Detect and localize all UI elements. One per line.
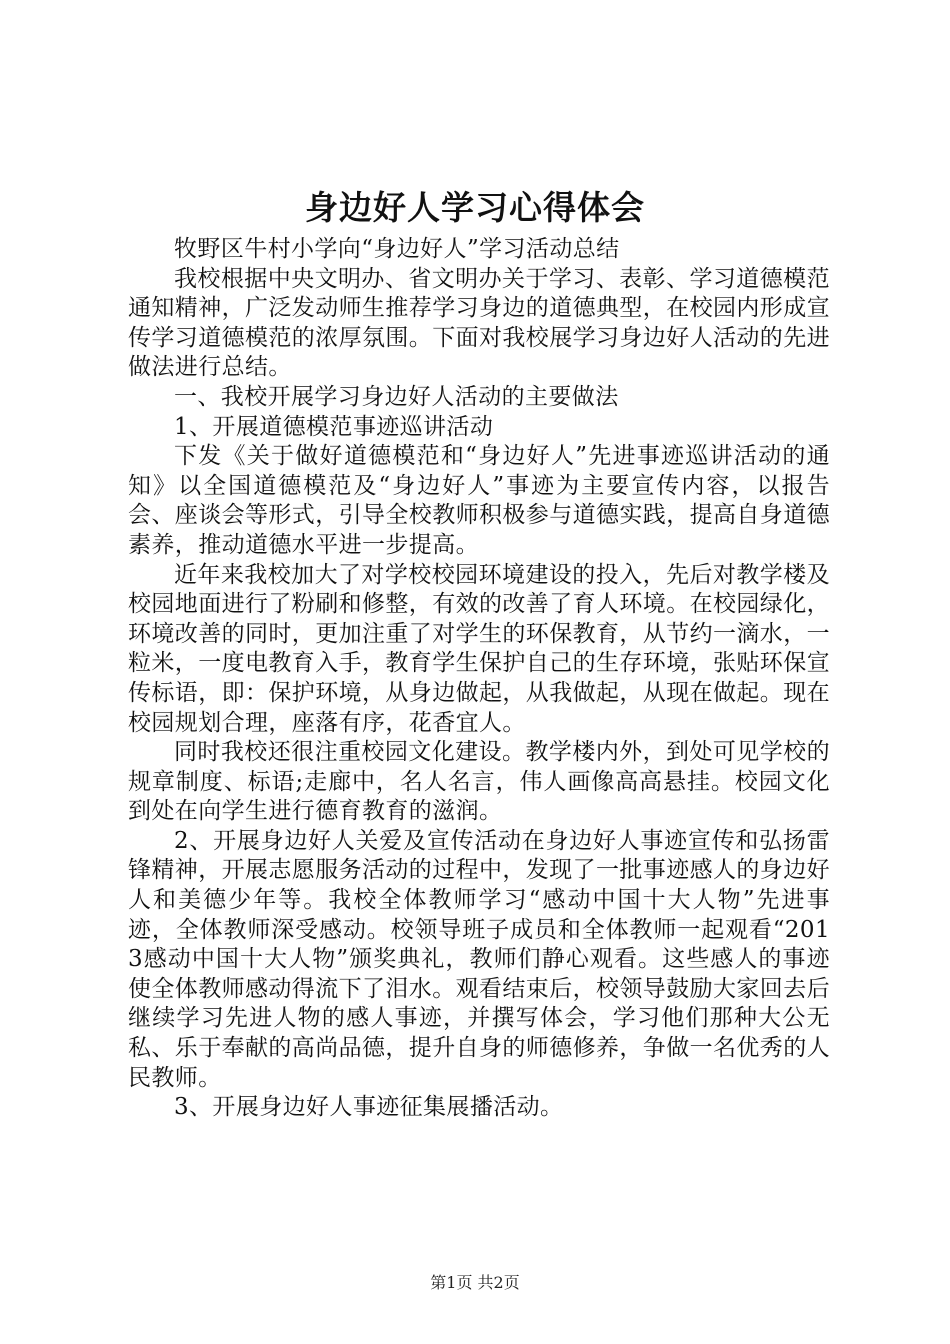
document-title: 身边好人学习心得体会 bbox=[305, 188, 645, 227]
subsection-heading-3: 3、开展身边好人事迹征集展播活动。 bbox=[174, 1094, 564, 1121]
subsection-paragraph-2: 2、开展身边好人关爱及宣传活动在身边好人事迹宣传和弘扬雷锋精神，开展志愿服务活动的过程中，发现了一批事迹感人的身边好人和美德少年等。我校全体教师学习“感动中国十大人物”先进事迹，全体教师深受感动。校领导班子成员和全体教师一起观看“2013感动中国十大人物”颁奖典礼，教师们静心观看。这些感人的事迹使全体教师感动得流下了泪水。观看结束后，校领导鼓励大家回去后继续学习先进人物的感人事迹，并撰写体会，学习他们那种大公无私、乐于奉献的高尚品德，提升自身的师德修养，争做一名优秀的人民教师。 bbox=[128, 827, 830, 1091]
paragraph: 同时我校还很注重校园文化建设。教学楼内外，到处可见学校的规章制度、标语;走廊中，名人名言，伟人画像高高悬挂。校园文化到处在向学生进行德育教育的滋润。 bbox=[128, 739, 830, 825]
section-heading-1: 一、我校开展学习身边好人活动的主要做法 bbox=[174, 383, 619, 410]
paragraph-subtitle: 牧野区牛村小学向“身边好人”学习活动总结 bbox=[174, 236, 620, 262]
document-body bbox=[128, 235, 830, 1123]
paragraph-intro: 我校根据中央文明办、省文明办关于学习、表彰、学习道德模范通知精神，广泛发动师生推荐学习身边的道德典型，在校园内形成宣传学习道德模范的浓厚氛围。下面对我校展学习身边好人活动的先进做法进行总结。 bbox=[128, 265, 830, 381]
subsection-heading-1: 1、开展道德模范事迹巡讲活动 bbox=[174, 413, 494, 440]
paragraph: 近年来我校加大了对学校校园环境建设的投入，先后对教学楼及校园地面进行了粉刷和修整，有效的改善了育人环境。在校园绿化，环境改善的同时，更加注重了对学生的环保教育，从节约一滴水，一粒米，一度电教育入手，教育学生保护自己的生存环境，张贴环保宣传标语，即：保护环境，从身边做起，从我做起，从现在做起。现在校园规划合理，座落有序，花香宜人。 bbox=[128, 561, 830, 736]
page-number-footer: 第1页 共2页 bbox=[430, 1273, 520, 1292]
paragraph: 下发《关于做好道德模范和“身边好人”先进事迹巡讲活动的通知》以全国道德模范及“身边好人”事迹为主要宣传内容，以报告会、座谈会等形式，引导全校教师积极参与道德实践，提高自身道德素养，推动道德水平进一步提高。 bbox=[128, 443, 830, 558]
